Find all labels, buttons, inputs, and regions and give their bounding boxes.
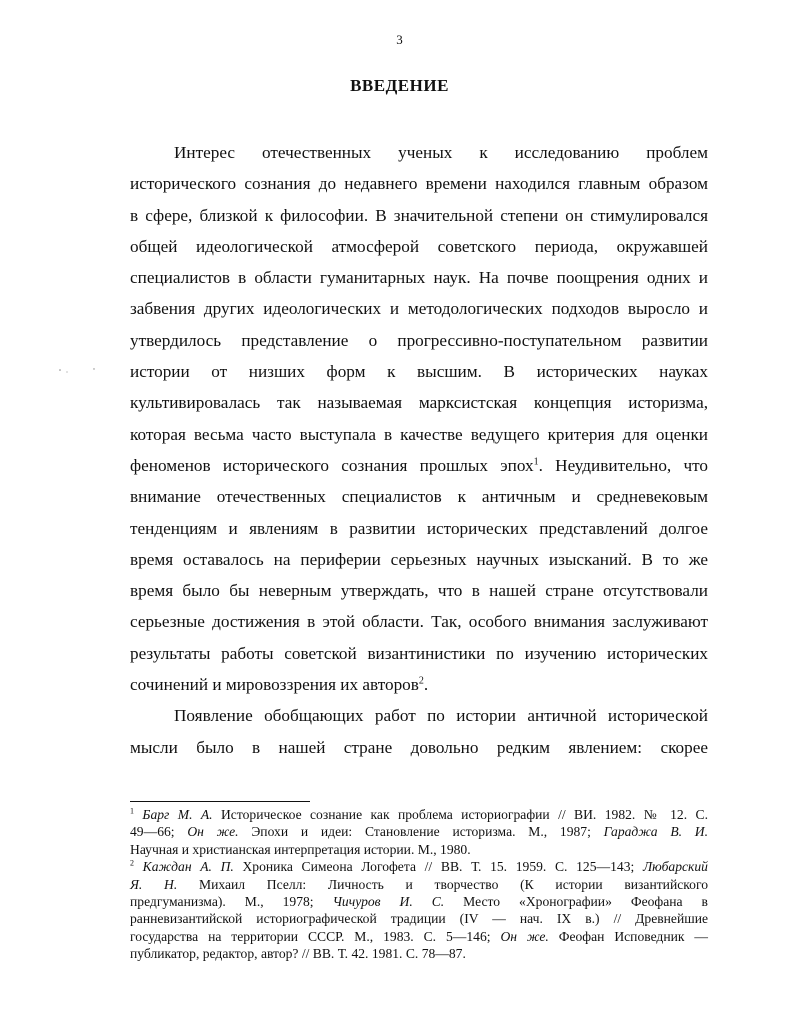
paragraph-1-line: истории от низших форм к высшим. В исторических науках bbox=[130, 362, 708, 382]
main-text bbox=[130, 137, 708, 763]
paragraph-1-line bbox=[130, 669, 708, 700]
footnote-ref-2[interactable]: 2 bbox=[418, 675, 424, 687]
chapter-title: ВВЕДЕНИЕ bbox=[350, 76, 449, 95]
paragraph-1-line: время было бы неверным утверждать, что в нашей стране отсутствовали bbox=[130, 581, 708, 601]
paragraph-2-line: мысли было в нашей стране довольно редким явлением: скорее bbox=[130, 737, 708, 757]
paragraph-1-line: культивировалась так называемая марксистская концепция историзма, bbox=[130, 393, 708, 413]
paragraph-1-line: которая весьма часто выступала в качестве ведущего критерия для оценки bbox=[130, 424, 708, 444]
footnote-2-line bbox=[130, 858, 708, 875]
footnote-1-line: Научная и христианская интерпретация истории. М., 1980. bbox=[130, 841, 471, 857]
paragraph-1-line: Интерес отечественных ученых к исследованию проблем bbox=[174, 143, 708, 162]
line-text: . bbox=[423, 675, 429, 695]
footnote-text: Хроника Симеона Логофета // ВВ. Т. 15. 1959. С. 125—143; bbox=[233, 859, 643, 875]
paragraph-1-line: результаты работы советской византинистики по изучению исторических bbox=[130, 643, 708, 663]
line-text: сочинений и мировоззрения их авторов bbox=[130, 675, 419, 695]
footnote-2-line: ранневизантийской историографической традиции (IV — нач. IX в.) // Древнейшие bbox=[130, 911, 708, 927]
footnote-text: Эпохи и идеи: Становление историзма. М., 1987; bbox=[238, 824, 604, 840]
footnote-author: Любарский bbox=[642, 859, 708, 875]
line-text: . Неудивительно, что bbox=[538, 455, 708, 475]
footnote-text: Историческое сознание как проблема историографии // ВИ. 1982. № 12. С. bbox=[212, 807, 708, 822]
paragraph-1-line: исторического сознания до недавнего времени находился главным образом bbox=[130, 174, 708, 194]
paragraph-1-line bbox=[130, 450, 708, 481]
paragraph-1-line: утвердилось представление о прогрессивно-поступательном развитии bbox=[130, 330, 708, 350]
footnote-text: Михаил Пселл: Личность и творчество (К истории византийского bbox=[177, 876, 708, 892]
footnote-text: предгуманизма). М., 1978; bbox=[130, 893, 333, 909]
footnote-2-line bbox=[130, 876, 708, 893]
footnote-author: Я. Н. bbox=[130, 876, 178, 892]
footnote-ref-1[interactable]: 1 bbox=[533, 456, 539, 468]
paragraph-1-line: время оставалось на периферии серьезных научных изысканий. В то же bbox=[130, 549, 708, 569]
scan-specks bbox=[58, 360, 98, 380]
footnote-mark-1: 1 bbox=[130, 806, 134, 816]
paragraph-1-line: внимание отечественных специалистов к античным и средневековым bbox=[130, 487, 708, 507]
paragraph-1-line: тенденциям и явлениям в развитии исторических представлений долгое bbox=[130, 518, 708, 538]
paragraph-2-line: Появление обобщающих работ по истории античной исторической bbox=[174, 706, 708, 726]
footnote-1-line bbox=[130, 806, 708, 823]
footnote-mark-2: 2 bbox=[130, 858, 134, 868]
footnote-author: Он же. bbox=[187, 824, 239, 840]
footnote-1-line bbox=[130, 823, 708, 840]
paragraph-1-line: забвения других идеологических и методологических подходов выросло и bbox=[130, 299, 708, 319]
footnote-2-line: публикатор, редактор, автор? // ВВ. Т. 42. 1981. С. 78—87. bbox=[130, 946, 466, 962]
footnote-author: Барг М. А. bbox=[142, 807, 213, 822]
footnote-text: Феофан Исповедник — bbox=[548, 928, 709, 944]
footnote-author: Чичуров И. С. bbox=[332, 893, 445, 909]
footnotes bbox=[130, 806, 708, 963]
footnote-text: Место «Хронографии» Феофана в bbox=[444, 893, 708, 909]
footnote-2-line bbox=[130, 928, 708, 945]
paragraph-1-line: специалистов в области гуманитарных наук. На почве поощрения одних и bbox=[130, 268, 708, 288]
paragraph-1-line: в сфере, близкой к философии. В значительной степени он стимулировался bbox=[130, 205, 708, 225]
footnote-text: 49—66; bbox=[130, 824, 188, 840]
page-number: 3 bbox=[396, 32, 403, 47]
footnote-author: Гараджа В. И. bbox=[603, 824, 709, 840]
paragraph-1-line: серьезные достижения в этой области. Так, особого внимания заслуживают bbox=[130, 612, 708, 632]
footnote-text: государства на территории СССР. М., 1983. С. 5—146; bbox=[130, 928, 501, 944]
paragraph-1-line: общей идеологической атмосферой советского периода, окружавшей bbox=[130, 236, 708, 256]
footnote-author: Каждан А. П. bbox=[142, 859, 234, 875]
footnote-author: Он же. bbox=[500, 928, 549, 944]
footnote-divider bbox=[130, 801, 310, 802]
footnote-2-line bbox=[130, 893, 708, 910]
line-text: феноменов исторического сознания прошлых эпох bbox=[130, 455, 534, 475]
